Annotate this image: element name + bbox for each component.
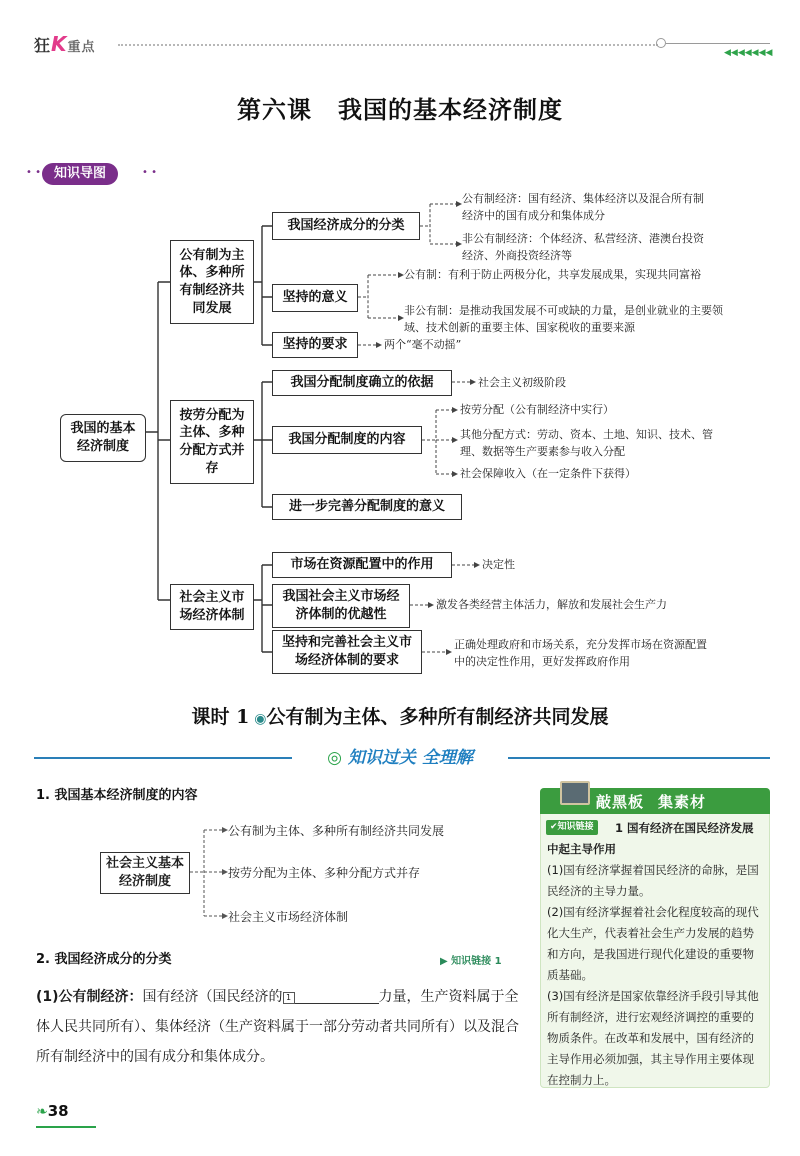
mindmap-branch-market: 社会主义市场经济体制 bbox=[170, 584, 254, 630]
badge-dots-right-icon: • • bbox=[142, 167, 157, 178]
mindmap-note-perfect: 正确处理政府和市场关系，充分发挥市场在资源配置中的决定性作用，更好发挥政府作用 bbox=[454, 638, 707, 669]
mindmap-note-requirement: 两个“毫不动摇” bbox=[384, 338, 462, 351]
side-panel-title1: 敲黑板 bbox=[596, 793, 645, 811]
chip-text: 知识链接 bbox=[557, 822, 594, 832]
mindmap-branch-distribution: 按劳分配为主体、多种分配方式并存 bbox=[170, 400, 254, 484]
mindmap-note-market-role: 决定性 bbox=[482, 558, 515, 571]
mindmap-node-basis: 我国分配制度确立的依据 bbox=[272, 370, 452, 396]
banner-text2: 全理解 bbox=[421, 748, 473, 768]
side-panel-title2: 集素材 bbox=[658, 793, 707, 811]
blank-number-box: 1 bbox=[283, 992, 295, 1004]
item1-option-distribution: 按劳分配为主体、多种分配方式并存 bbox=[228, 866, 421, 880]
mindmap-note-other-methods: 其他分配方式：劳动、资本、土地、知识、技术、管理、数据等生产要素参与收入分配 bbox=[460, 428, 713, 459]
banner-text1: 知识过关 bbox=[347, 748, 416, 768]
lesson-name: 我国的基本经济制度 bbox=[338, 95, 563, 124]
banner bbox=[292, 745, 508, 771]
mindmap-note-public: 公有制经济：国有经济、集体经济以及混合所有制经济中的国有成分和集体成分 bbox=[462, 192, 704, 223]
header-arrows-icon: ◀◀◀◀◀◀◀ bbox=[724, 48, 773, 58]
mindmap-node-requirement: 坚持的要求 bbox=[272, 332, 358, 358]
page-number-text: 38 bbox=[47, 1102, 69, 1120]
item1-option-market: 社会主义市场经济体制 bbox=[228, 910, 349, 924]
mindmap-node-advantage: 我国社会主义市场经济体制的优越性 bbox=[272, 584, 410, 628]
item2-para-b: 力量，生产资料属于全体人民共同所有）、集体经济（生产资料属于一部分劳动者共同所有）以及混合所有制经济中的国有成分和集体成分。 bbox=[36, 989, 519, 1065]
item2-para-label: (1)公有制经济： bbox=[36, 989, 143, 1005]
side-panel-para3: (3)国有经济是国家依靠经济手段引导其他所有制经济，进行宏观经济调控的重要的物质条件。在改革和发展中，国有经济的主导作用必须加强，其主导作用主要体现在控制力上。 bbox=[547, 989, 759, 1087]
knowledge-link-tag[interactable]: ▶ 知识链接 1 bbox=[440, 956, 502, 967]
mindmap-note-labor: 按劳分配（公有制经济中实行） bbox=[460, 403, 614, 416]
section-name: 公有制为主体、多种所有制经济共同发展 bbox=[266, 706, 609, 728]
mindmap-note-social-security: 社会保障收入（在一定条件下获得） bbox=[460, 467, 636, 480]
section-title bbox=[0, 702, 800, 729]
item2-paragraph bbox=[36, 982, 526, 1072]
brand-prefix: 狂 bbox=[34, 36, 52, 55]
brand-k: K bbox=[51, 32, 68, 56]
item1-option-ownership: 公有制为主体、多种所有制经济共同发展 bbox=[228, 824, 445, 838]
mindmap-note-significance-public: 公有制：有利于防止两极分化，共享发展成果，实现共同富裕 bbox=[404, 268, 701, 281]
mindmap-node-classification: 我国经济成分的分类 bbox=[272, 212, 420, 240]
mindmap-note-advantage: 激发各类经营主体活力，解放和发展社会生产力 bbox=[436, 598, 667, 611]
mindmap-badge: 知识导图 bbox=[42, 163, 118, 185]
side-panel-body bbox=[547, 818, 765, 1091]
item1-center-box: 社会主义基本经济制度 bbox=[100, 852, 190, 894]
item1-heading: 1. 我国基本经济制度的内容 bbox=[36, 788, 198, 803]
leaf-icon: ❧ bbox=[36, 1104, 48, 1120]
mindmap-node-distribution-content: 我国分配制度的内容 bbox=[272, 426, 422, 454]
section-number: 课时 1 bbox=[191, 706, 250, 728]
page-number bbox=[36, 1102, 69, 1120]
mindmap-note-nonpublic: 非公有制经济：个体经济、私营经济、港澳台投资经济、外商投资经济等 bbox=[462, 232, 704, 263]
mindmap-node-improve: 进一步完善分配制度的意义 bbox=[272, 494, 462, 520]
blackboard-icon bbox=[560, 781, 590, 805]
mindmap-root: 我国的基本经济制度 bbox=[60, 414, 146, 462]
fill-blank-1[interactable] bbox=[295, 988, 379, 1004]
link-check-icon: ✔ bbox=[550, 822, 558, 832]
knowledge-link-text: 知识链接 1 bbox=[451, 956, 502, 967]
side-panel-heading-text: 国有经济在国民经济发展中起主导作用 bbox=[547, 821, 754, 856]
page-number-rule bbox=[36, 1126, 96, 1128]
lesson-number: 第六课 bbox=[237, 95, 312, 124]
section-dot-icon: ◉ bbox=[249, 711, 267, 727]
side-panel-para1: (1)国有经济掌握着国民经济的命脉，是国民经济的主导力量。 bbox=[547, 863, 759, 898]
mindmap-node-perfect: 坚持和完善社会主义市场经济体制的要求 bbox=[272, 630, 422, 674]
side-panel-para2: (2)国有经济掌握着社会化程度较高的现代化大生产，代表着社会生产力发展的趋势和方向，是我国进行现代化建设的重要物质基础。 bbox=[547, 905, 759, 982]
side-panel-title bbox=[596, 791, 706, 812]
item2-heading: 2. 我国经济成分的分类 bbox=[36, 952, 172, 967]
side-panel-heading bbox=[547, 818, 765, 860]
mindmap-note-significance-nonpublic: 非公有制：是推动我国发展不可或缺的力量，是创业就业的主要领域、技术创新的重要主体、国家税收的重要来源 bbox=[404, 304, 723, 335]
mindmap-note-basis: 社会主义初级阶段 bbox=[478, 376, 566, 389]
side-panel-heading-number: 1 bbox=[615, 821, 624, 835]
mindmap-node-significance: 坚持的意义 bbox=[272, 284, 358, 312]
mindmap-node-market-role: 市场在资源配置中的作用 bbox=[272, 552, 452, 578]
brand-suffix: 重点 bbox=[67, 40, 96, 55]
swirl-icon: ◎ bbox=[327, 748, 342, 768]
item2-para-a: 国有经济（国民经济的 bbox=[142, 989, 283, 1005]
mindmap-branch-ownership: 公有制为主体、多种所有制经济共同发展 bbox=[170, 240, 254, 324]
badge-dots-left-icon: • • bbox=[26, 167, 41, 178]
